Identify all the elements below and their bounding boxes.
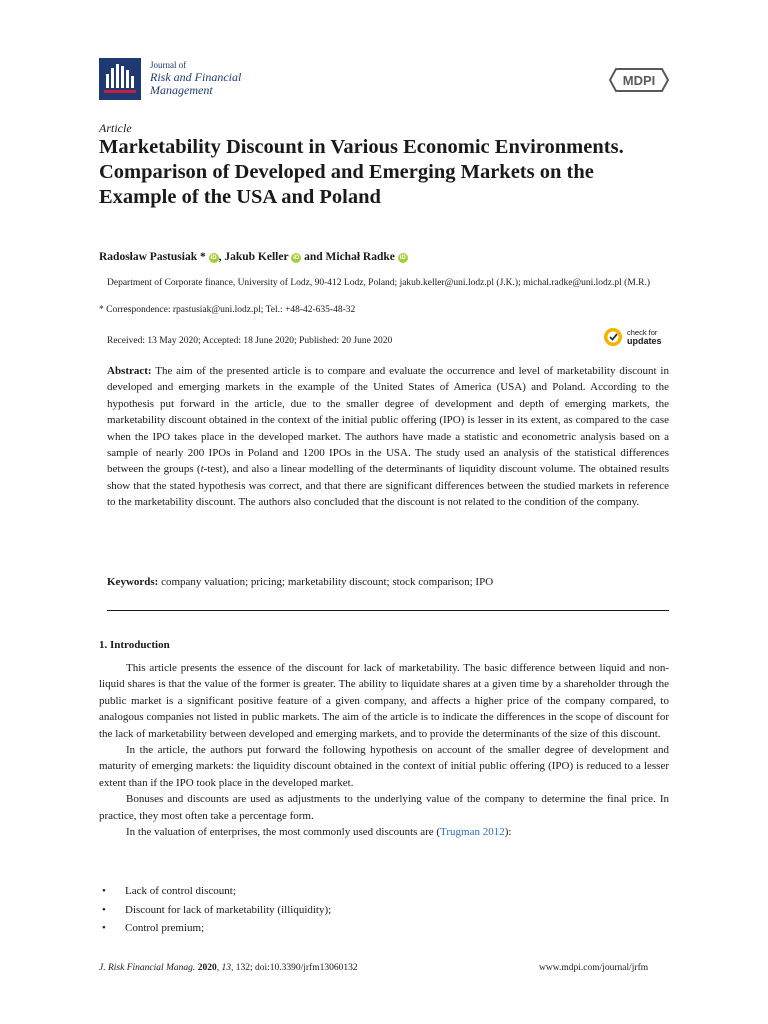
article-type: Article [99, 121, 132, 135]
footer-doi: , 132; doi:10.3390/jrfm13060132 [230, 963, 358, 973]
list-item: • Control premium; [99, 919, 659, 938]
author-1: Radosław Pastusiak * [99, 251, 206, 263]
paragraph-1: This article presents the essence of the discount for lack of marketability. The basic difference between liquid and non-liquid shares is that the value of the former is greater. The ability to liquidate shares at a given time by a shareholder through the public market is a significant positive feature of a given company, and affects a higher price of the company compared, to analogous companies not listed in public markets. The aim of the article is to indicate the differences in the scope of discount for the lack of marketability between developed and emerging markets, and to provide the determinants of the size of this discount. [99, 662, 669, 740]
abstract [107, 363, 669, 511]
orcid-icon[interactable]: iD [293, 255, 300, 261]
keywords [107, 576, 669, 588]
check-updates-icon [603, 327, 623, 347]
divider [107, 610, 669, 611]
orcid-icon[interactable]: iD [399, 255, 406, 261]
article-title: Marketability Discount in Various Economic Environments. Comparison of Developed and Emerging Markets on the Example of the USA and Poland [99, 136, 624, 208]
abstract-text-italic: t [200, 463, 204, 476]
footer-journal: J. Risk Financial Manag. [99, 963, 196, 973]
journal-name-line1: Risk and Financial [150, 70, 242, 84]
check-updates-line1: check for [627, 328, 658, 337]
keywords-label: Keywords: [107, 576, 159, 588]
list-item: • Discount for lack of marketability (illiquidity); [99, 901, 659, 920]
author-conjunction: and [304, 251, 323, 263]
check-for-updates-badge[interactable] [603, 326, 673, 350]
list-item: • Lack of control discount; [99, 882, 659, 901]
mdpi-logo-text: MDPI [622, 73, 656, 88]
paragraph-2: In the article, the authors put forward the following hypothesis on account of the smaller degree of development and maturity of emerging markets: the liquidity discount obtained in the context of initial public offering (IPO) is reduced to a lesser extent than if the IPO took place in the developed market. [99, 744, 669, 789]
footer-volume: 13 [221, 963, 231, 973]
abstract-text-a: The aim of the presented article is to compare and evaluate the occurrence and level of marketability discount in developed and emerging markets in the example of the United States of America (USA) and Poland. According to the hypothesis put forward in the article, due to the smaller degree of development and depth of emerging markets, the marketability discount obtained in the context of the initial public offering (IPO) is lesser in its extent, as compared to the case when the IPO takes place in the developed market. The authors have made a statistic and econometric analysis based on a sample of nearly 200 IPOs in Poland and 1200 IPOs in the USA. The study used an analysis of the statistical differences between the groups ( [107, 365, 669, 476]
section-heading: 1. Introduction [99, 639, 170, 651]
mdpi-logo-icon [608, 66, 670, 94]
citation-link[interactable]: Trugman 2012 [440, 826, 505, 839]
author-2: Jakub Keller [224, 251, 289, 263]
paragraph-4: In the valuation of enterprises, the most commonly used discounts are (Trugman 2012): [126, 826, 512, 839]
footer-citation: J. Risk Financial Manag. 2020, 13, 132; doi:10.3390/jrfm13060132 [99, 963, 358, 973]
orcid-icon[interactable]: iD [210, 255, 217, 261]
author-3: Michał Radke [325, 251, 395, 263]
journal-name-line2: Management [150, 83, 213, 97]
check-updates-line2: updates [627, 336, 662, 346]
author-list: Radosław Pastusiak * iD , Jakub Keller iD and Michał Radke iD [99, 251, 406, 263]
publication-dates: Received: 13 May 2020; Accepted: 18 June 2020; Published: 20 June 2020 [107, 336, 393, 346]
bullet-icon: • [102, 885, 106, 897]
keywords-text: company valuation; pricing; marketability discount; stock comparison; IPO [158, 576, 494, 588]
abstract-label: Abstract: [107, 365, 152, 377]
footer-year: 2020 [195, 963, 217, 973]
footer-url[interactable]: www.mdpi.com/journal/jrfm [539, 963, 649, 973]
discount-list [99, 882, 659, 938]
paragraph-3: Bonuses and discounts are used as adjustments to the underlying value of the company to determine the final price. In practice, they most often take a percentage form. [99, 793, 669, 822]
journal-name [150, 60, 241, 97]
abstract-text-b: -test), and also a linear modelling of the determinants of liquidity discount volume. The obtained results show that the stated hypothesis was correct, and that there are significant differences between the studied markets in reference to the marketability discount. The authors also concluded that the discount is not related to the condition of the company. [107, 463, 669, 509]
bullet-icon: • [102, 903, 106, 916]
bullet-icon: • [102, 922, 106, 934]
correspondence: * Correspondence: rpastusiak@uni.lodz.pl; Tel.: +48-42-635-48-32 [99, 305, 356, 315]
introduction-body [99, 660, 669, 840]
journal-name-of: Journal of [150, 60, 187, 70]
journal-logo-icon [99, 58, 141, 100]
affiliation: Department of Corporate finance, University of Lodz, 90-412 Lodz, Poland; jakub.keller@uni.lodz.pl (J.K.); michal.radke@uni.lodz.pl (M.R.) [107, 278, 651, 288]
